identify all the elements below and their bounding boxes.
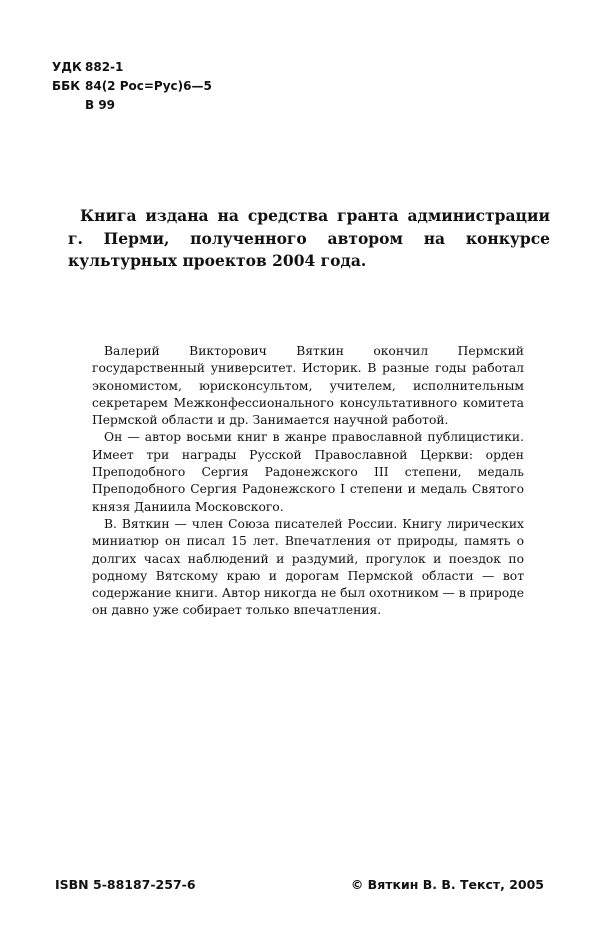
catalog-block (52, 58, 212, 115)
annotation-paragraph: Он — автор восьми книг в жанре православной публицистики. Имеет три награды Русской Православной Церкви: орден Преподобного Сергия Радонежского III степени, медаль Преподобного Сергия Радонежского I степени и медаль Святого князя Даниила Московского. (92, 430, 524, 514)
bbk-line (52, 77, 212, 96)
author-mark: В 99 (85, 98, 116, 112)
udk-value: 882-1 (85, 60, 124, 74)
author-mark-line (52, 96, 212, 115)
bbk-label: ББК (52, 79, 81, 93)
annotation-paragraph: В. Вяткин — член Союза писателей России. Книгу лирических миниатюр он писал 15 лет. Впечатления от природы, память о долгих часах наблюдений и раздумий, прогулок и поездок по родному Вятскому краю и дорогам Пермской области — вот содержание книги. Автор никогда не был охотником — в природе он давно уже собирает только впечатления. (92, 516, 524, 618)
annotation (92, 343, 524, 620)
annotation-paragraph: Валерий Викторович Вяткин окончил Пермский государственный университет. Историк. В разные годы работал экономистом, юрисконсультом, учителем, исполнительным секретарем Межконфессионального консультативного комитета Пермской области и др. Занимается научной работой. (92, 344, 524, 428)
udk-line (52, 58, 212, 77)
footer (55, 876, 544, 894)
udk-label: УДК (52, 60, 82, 74)
isbn: ISBN 5-88187-257-6 (55, 877, 196, 892)
grant-note: Книга издана на средства гранта администрации г. Перми, полученного автором на конкурсе культурных проектов 2004 года. (68, 206, 550, 270)
bbk-value: 84(2 Рос=Рус)6—5 (85, 79, 212, 93)
copyright: © Вяткин В. В. Текст, 2005 (350, 877, 544, 892)
